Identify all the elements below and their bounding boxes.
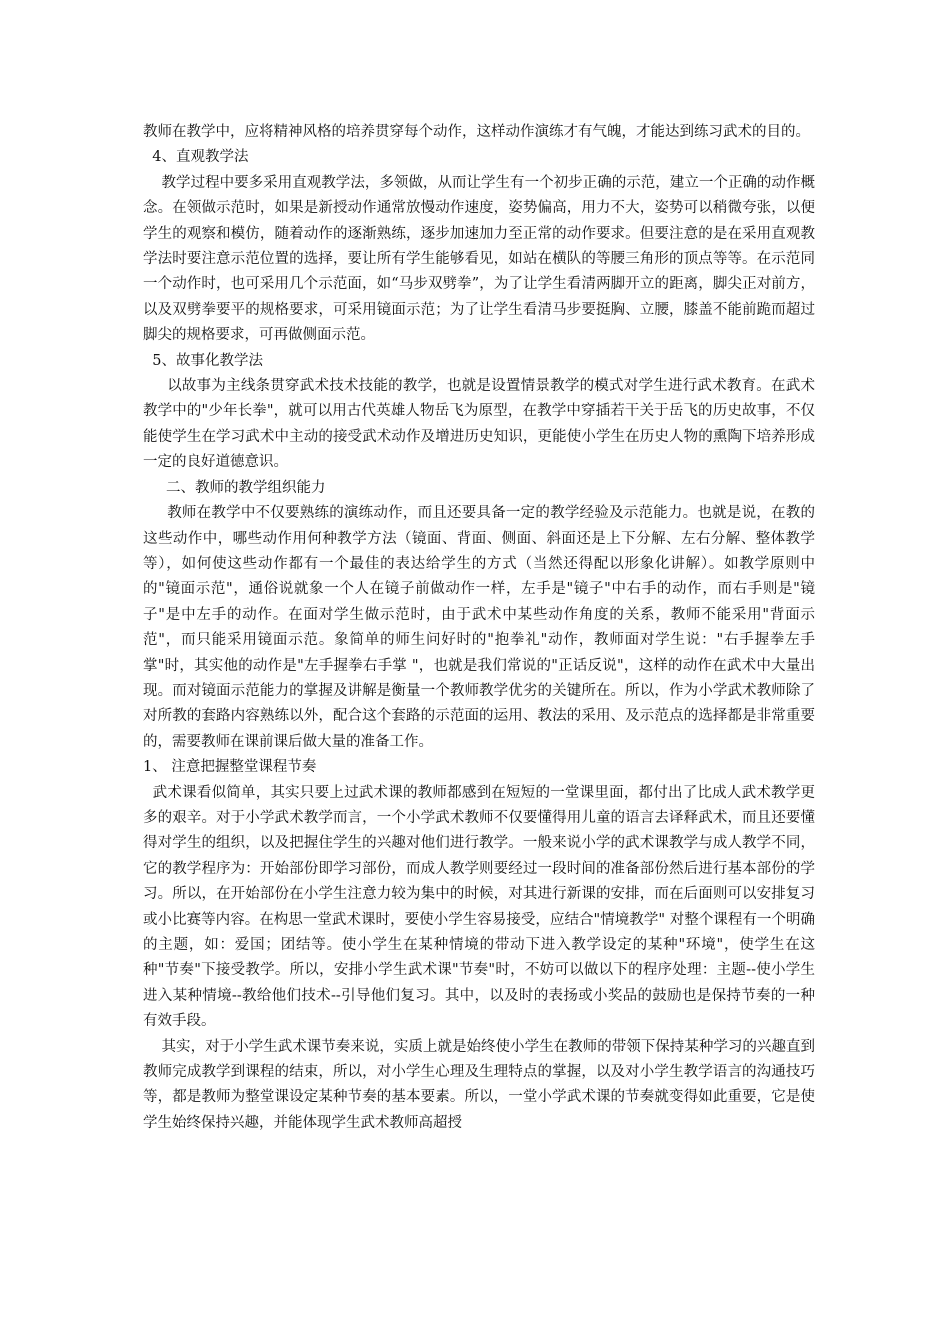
heading-lesson-rhythm: 1、 注意把握整堂课程节奏 [143, 759, 317, 776]
paragraph-intuitive-method: 教学过程中要多采用直观教学法，多领做，从而让学生有一个初步正确的示范，建立一个正确的动作概念。在领做示范时，如果是新授动作通常放慢动作速度，姿势偏高，用力不大，姿势可以稍微夸张，以便学生的观察和模仿，随着动作的逐渐熟练，逐步加速加力至正常的动作要求。但要注意的是在采用直观教学法时要注意示范位置的选择，要让所有学生能够看见，如站在横队的等腰三角形的顶点等等。在示范同一个动作时，也可采用几个示范面，如“马步双劈拳”，为了让学生看清两脚开立的距离，脚尖正对前方，以及双劈拳要平的规格要求，可采用镜面示范；为了让学生看清马步要挺胸、立腰，膝盖不能前跪而超过脚尖的规格要求，可再做侧面示范。 [143, 174, 816, 344]
paragraph-organization-ability: 教师在教学中不仅要熟练的演练动作，而且还要具备一定的教学经验及示范能力。也就是说，在教的这些动作中，哪些动作用何种教学方法（镜面、背面、侧面、斜面还是上下分解、左右分解、整体教学等），如何使这些动作都有一个最佳的表达给学生的方式（当然还得配以形象化讲解）。如教学原则中的"镜面示范"，通俗说就象一个人在镜子前做动作一样，左手是"镜子"中右手的动作，而右手则是"镜子"是中左手的动作。在面对学生做示范时，由于武术中某些动作角度的关系，教师不能采用"背面示范"，而只能采用镜面示范。象简单的师生问好时的"抱拳礼"动作，教师面对学生说："右手握拳左手掌"时，其实他的动作是"左手握拳右手掌 "，也就是我们常说的"正话反说"，这样的动作在武术中大量出现。而对镜面示范能力的掌握及讲解是衡量一个教师教学优劣的关键所在。所以，作为小学武术教师除了对所教的套路内容熟练以外，配合这个套路的示范面的运用、教法的采用、及示范点的选择都是非常重要的，需要教师在课前课后做大量的准备工作。 [143, 505, 815, 750]
document-page [143, 120, 815, 1136]
paragraph-lesson-rhythm: 武术课看似简单，其实只要上过武术课的教师都感到在短短的一堂课里面，都付出了比成人武术教学更多的艰辛。对于小学武术教学而言，一个小学武术教师不仅要懂得用儿童的语言去译释武术，而且还要懂得对学生的组织，以及把握住学生的兴趣对他们进行教学。一般来说小学的武术课教学与成人教学不同，它的教学程序为：开始部份即学习部份，而成人教学则要经过一段时间的准备部份然后进行基本部份的学习。所以，在开始部份在小学生注意力较为集中的时候，对其进行新课的安排，而在后面则可以安排复习或小比赛等内容。在构思一堂武术课时，要使小学生容易接受，应结合"情境教学" 对整个课程有一个明确的主题，如：爱国；团结等。使小学生在某种情境的带动下进入教学设定的某种"环境"，使学生在这种"节奏"下接受教学。所以，安排小学生武术课"节奏"时，不妨可以做以下的程序处理：主题--使小学生进入某种情境--教给他们技术--引导他们复习。其中，以及时的表扬或小奖品的鼓励也是保持节奏的一种有效手段。 [143, 784, 816, 1030]
heading-intuitive-method: 4、直观教学法 [143, 149, 249, 166]
heading-story-method: 5、故事化教学法 [143, 352, 263, 369]
paragraph-intro: 教师在教学中，应将精神风格的培养贯穿每个动作，这样动作演练才有气魄，才能达到练习武术的目的。 [143, 124, 810, 140]
paragraph-rhythm-conclusion: 其实，对于小学生武术课节奏来说，实质上就是始终使小学生在教师的带领下保持某种学习的兴趣直到教师完成教学到课程的结束，所以，对小学生心理及生理特点的掌握，以及对小学生教学语言的沟通技巧等，都是教师为整堂课设定某种节奏的基本要素。所以，一堂小学武术课的节奏就变得如此重要，它是使学生始终保持兴趣，并能体现学生武术教师高超授 [143, 1038, 816, 1131]
heading-organization-ability: 二、教师的教学组织能力 [143, 479, 326, 496]
paragraph-story-method: 以故事为主线条贯穿武术技术技能的教学，也就是设置情景教学的模式对学生进行武术教育。在武术教学中的"少年长拳"，就可以用古代英雄人物岳飞为原型，在教学中穿插若干关于岳飞的历史故事，不仅能使学生在学习武术中主动的接受武术动作及增进历史知识，更能使小学生在历史人物的熏陶下培养形成一定的良好道德意识。 [143, 378, 815, 471]
